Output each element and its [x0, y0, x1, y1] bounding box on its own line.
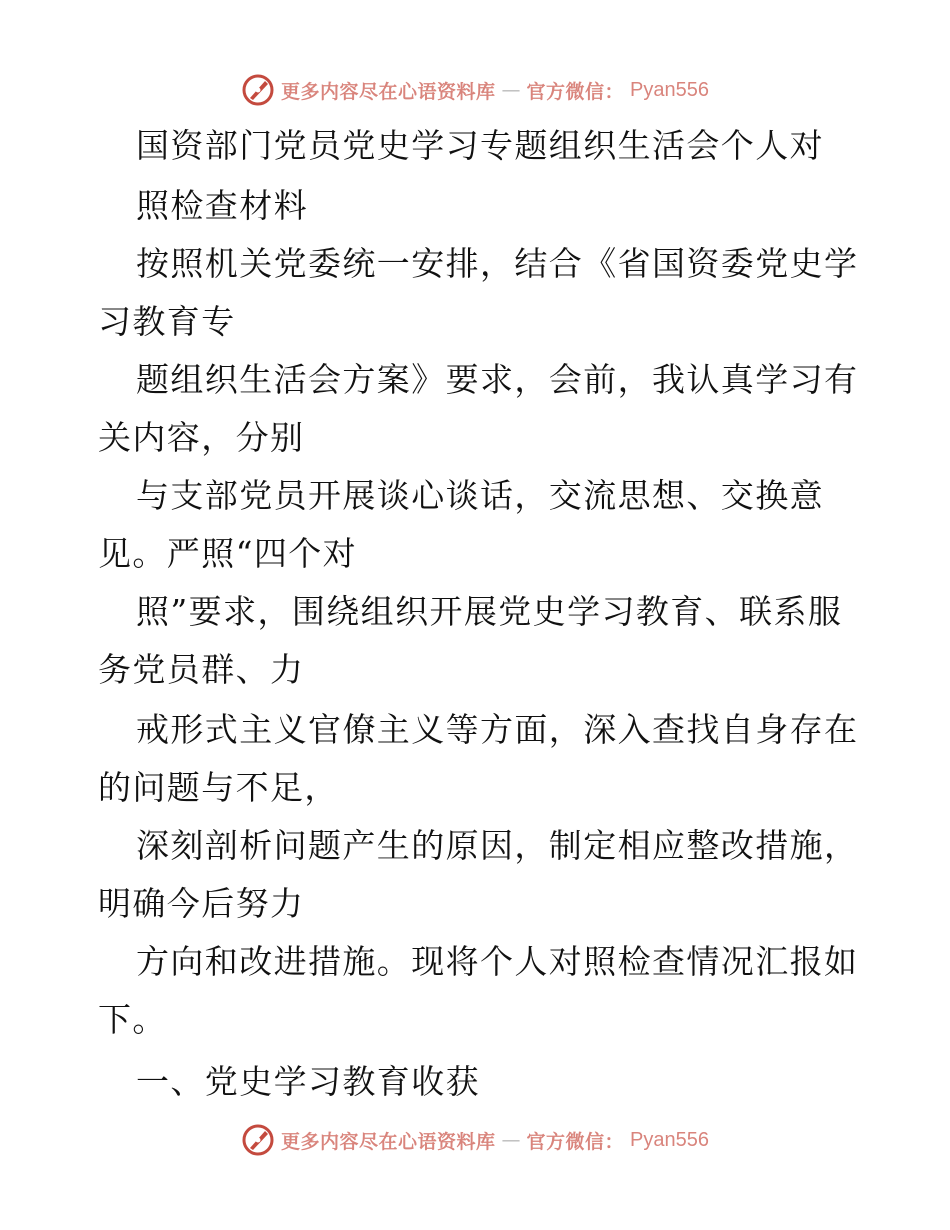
watermark-text: 更多内容尽在心语资料库: [281, 80, 496, 103]
footer-watermark: [0, 1120, 950, 1160]
watermark-separator: —: [501, 79, 521, 101]
paragraph-line: 照”要求，围绕组织开展党史学习教育、联系服: [136, 592, 843, 631]
paragraph-line: 深刻剖析问题产生的原因，制定相应整改措施，: [136, 826, 859, 865]
paragraph-line: 的问题与不足，: [98, 768, 339, 807]
paragraph-line: 按照机关党委统一安排，结合《省国资委党史学: [136, 244, 859, 283]
paragraph-line: 与支部党员开展谈心谈话，交流思想、交换意: [136, 476, 824, 515]
document-title-line-1: 国资部门党员党史学习专题组织生活会个人对: [136, 126, 824, 165]
watermark-label: 官方微信：: [526, 80, 625, 103]
watermark-wechat-id: Pyan556: [630, 1128, 709, 1151]
quill-pen-circle-logo-icon: [241, 1123, 275, 1157]
paragraph-line: 方向和改进措施。现将个人对照检查情况汇报如: [136, 942, 859, 981]
header-watermark: [0, 70, 950, 110]
section-heading: 一、党史学习教育收获: [136, 1062, 480, 1101]
paragraph-line: 关内容，分别: [98, 418, 305, 457]
watermark-label: 官方微信：: [526, 1130, 625, 1153]
watermark-text: 更多内容尽在心语资料库: [281, 1130, 496, 1153]
paragraph-line: 习教育专: [98, 302, 236, 341]
paragraph-line: 明确今后努力: [98, 884, 305, 923]
quill-pen-circle-logo-icon: [241, 73, 275, 107]
document-title-line-2: 照检查材料: [136, 186, 308, 225]
paragraph-line: 务党员群、力: [98, 650, 305, 689]
paragraph-line: 下。: [98, 1000, 167, 1039]
paragraph-line: 见。严照“四个对: [98, 534, 358, 573]
watermark-wechat-id: Pyan556: [630, 78, 709, 101]
paragraph-line: 题组织生活会方案》要求，会前，我认真学习有: [136, 360, 859, 399]
watermark-separator: —: [501, 1129, 521, 1151]
paragraph-line: 戒形式主义官僚主义等方面，深入查找自身存在: [136, 710, 859, 749]
